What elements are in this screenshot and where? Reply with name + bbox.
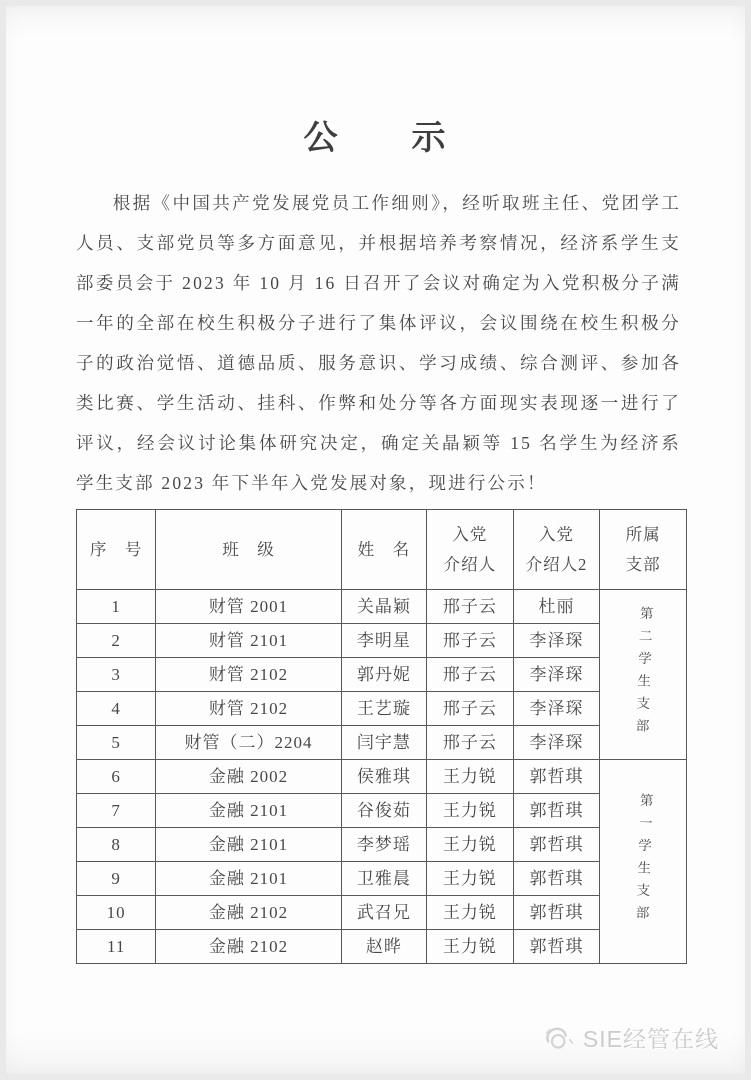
cell-name: 闫宇慧 (341, 726, 426, 760)
branch-label: 第一学生支部 (633, 792, 654, 928)
branch-cell (600, 590, 687, 760)
cell-class: 金融 2102 (156, 896, 341, 930)
col-header-index-label: 序 号 (89, 539, 143, 559)
col-header-branch-line2: 支部 (625, 554, 661, 574)
cell-introducer2: 郭哲琪 (513, 828, 600, 862)
cell-name: 李明星 (341, 624, 426, 658)
cell-index: 7 (77, 794, 156, 828)
cell-class: 财管 2101 (156, 624, 341, 658)
table-row (77, 590, 687, 624)
cell-introducer1: 邢子云 (427, 658, 514, 692)
cell-index: 2 (77, 624, 156, 658)
cell-introducer2: 杜丽 (513, 590, 600, 624)
cell-index: 11 (77, 930, 156, 964)
cell-name: 王艺璇 (341, 692, 426, 726)
table-row (77, 658, 687, 692)
cell-index: 9 (77, 862, 156, 896)
cell-introducer1: 邢子云 (427, 726, 514, 760)
cell-introducer2: 郭哲琪 (513, 794, 600, 828)
cell-class: 金融 2101 (156, 794, 341, 828)
cell-name: 谷俊茹 (341, 794, 426, 828)
cell-class: 金融 2101 (156, 828, 341, 862)
cell-index: 10 (77, 896, 156, 930)
col-header-introducer2-line2: 介绍人2 (525, 554, 588, 574)
cell-name: 关晶颖 (341, 590, 426, 624)
cell-name: 武召兄 (341, 896, 426, 930)
page-title: 公 示 (303, 120, 448, 157)
notice-body-text: 根据《中国共产党发展党员工作细则》，经听取班主任、党团学工人员、支部党员等多方面意见，并根据培养考察情况，经济系学生支部委员会于 2023 年 10 月 16 日召开了会议对确定为入党积极分子满一年的全部在校生积极分子进行了集体评议，会议围绕在校生积极分子的政治觉悟、道德品质、服务意识、学习成绩、综合测评、参加各类比赛、学生活动、挂科、作弊和处分等各方面现实表现逐一进行了评议，经会议讨论集体研究决定，确定关晶颖等 15 名学生为经济系学生支部 2023 年下半年入党发展对象，现进行公示！ (76, 193, 681, 493)
cell-index: 6 (77, 760, 156, 794)
col-header-branch (600, 510, 687, 590)
swirl-logo-icon (542, 1023, 576, 1053)
cell-class: 金融 2102 (156, 930, 341, 964)
cell-name: 赵晔 (341, 930, 426, 964)
cell-name: 李梦瑶 (341, 828, 426, 862)
cell-introducer1: 王力锐 (427, 760, 514, 794)
table-row (77, 896, 687, 930)
col-header-introducer1-line2: 介绍人 (443, 554, 497, 574)
branch-label: 第二学生支部 (633, 605, 654, 741)
table-header-row (77, 510, 687, 590)
col-header-class-label: 班 级 (222, 539, 275, 559)
watermark (542, 1021, 719, 1054)
table-row (77, 862, 687, 896)
cell-name: 侯雅琪 (341, 760, 426, 794)
table-row (77, 828, 687, 862)
cell-introducer2: 郭哲琪 (513, 896, 600, 930)
table-row (77, 794, 687, 828)
cell-index: 3 (77, 658, 156, 692)
cell-class: 金融 2002 (156, 760, 341, 794)
cell-name: 卫雅晨 (341, 862, 426, 896)
cell-introducer1: 王力锐 (427, 896, 514, 930)
table-row (77, 624, 687, 658)
table-row (77, 760, 687, 794)
cell-introducer1: 王力锐 (427, 862, 514, 896)
cell-introducer1: 邢子云 (427, 590, 514, 624)
cell-introducer2: 郭哲琪 (513, 760, 600, 794)
col-header-branch-line1: 所属 (625, 524, 661, 544)
cell-index: 1 (77, 590, 156, 624)
col-header-name (341, 510, 426, 590)
table-header (77, 510, 687, 590)
document-page (6, 6, 745, 1074)
cell-index: 4 (77, 692, 156, 726)
cell-introducer2: 李泽琛 (513, 692, 600, 726)
col-header-introducer2 (513, 510, 600, 590)
cell-introducer2: 郭哲琪 (513, 930, 600, 964)
cell-introducer1: 邢子云 (427, 624, 514, 658)
cell-introducer1: 邢子云 (427, 692, 514, 726)
cell-class: 财管 2102 (156, 658, 341, 692)
cell-introducer1: 王力锐 (427, 794, 514, 828)
col-header-introducer2-line1: 入党 (539, 524, 575, 544)
table-body (77, 590, 687, 964)
col-header-index (77, 510, 156, 590)
col-header-class (156, 510, 341, 590)
cell-index: 5 (77, 726, 156, 760)
candidate-table (76, 509, 687, 964)
watermark-text: SIE经管在线 (582, 1026, 719, 1052)
cell-introducer2: 李泽琛 (513, 624, 600, 658)
col-header-introducer1-line1: 入党 (452, 524, 488, 544)
cell-class: 财管 2001 (156, 590, 341, 624)
cell-introducer2: 李泽琛 (513, 726, 600, 760)
table-row (77, 930, 687, 964)
branch-cell (600, 760, 687, 964)
cell-introducer2: 李泽琛 (513, 658, 600, 692)
cell-introducer1: 王力锐 (427, 828, 514, 862)
cell-class: 财管 2102 (156, 692, 341, 726)
table-row (77, 692, 687, 726)
table-row (77, 726, 687, 760)
cell-introducer2: 郭哲琪 (513, 862, 600, 896)
cell-class: 财管（二）2204 (156, 726, 341, 760)
col-header-introducer1 (427, 510, 514, 590)
cell-class: 金融 2101 (156, 862, 341, 896)
cell-name: 郭丹妮 (341, 658, 426, 692)
cell-introducer1: 王力锐 (427, 930, 514, 964)
cell-index: 8 (77, 828, 156, 862)
col-header-name-label: 姓 名 (357, 539, 411, 559)
